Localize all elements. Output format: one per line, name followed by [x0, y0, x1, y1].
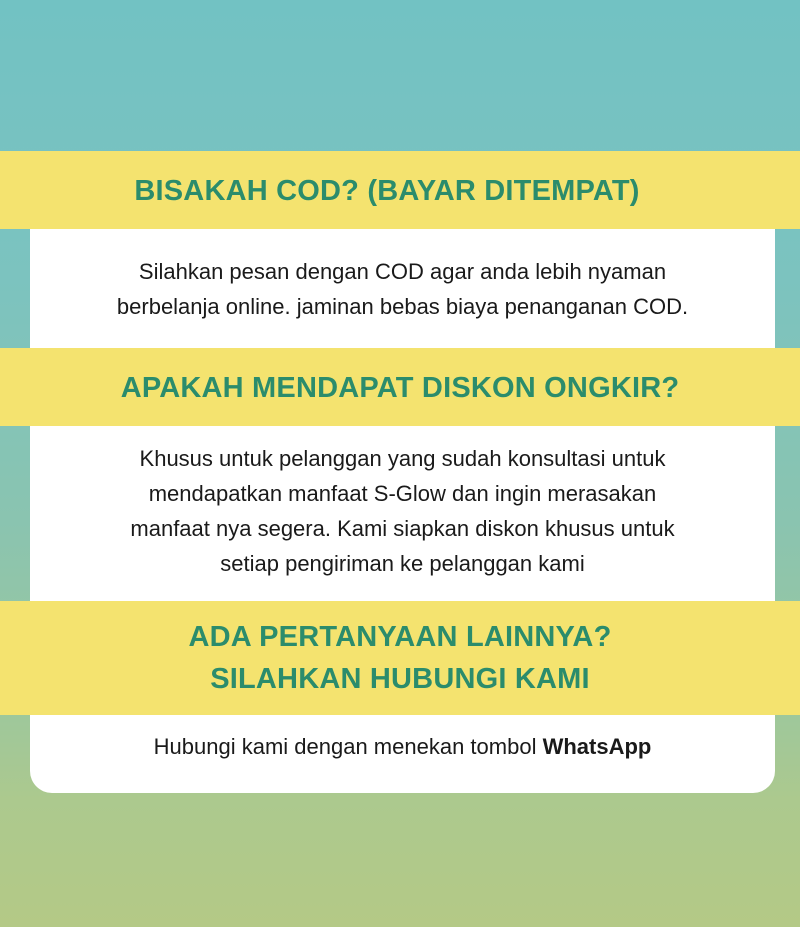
faq-answer-line: setiap pengiriman ke pelanggan kami	[220, 551, 585, 576]
faq-question-band-shipping	[0, 348, 800, 426]
whatsapp-label: WhatsApp	[542, 734, 652, 759]
faq-question-shipping: APAKAH MENDAPAT DISKON ONGKIR?	[120, 371, 680, 404]
contact-answer-text: Hubungi kami dengan menekan tombol	[153, 734, 543, 759]
faq-question-cod: BISAKAH COD? (BAYAR DITEMPAT)	[134, 174, 640, 207]
faq-question-band-cod	[0, 151, 800, 229]
faq-answer-line: manfaat nya segera. Kami siapkan diskon khusus untuk	[130, 516, 675, 541]
contact-question-line: ADA PERTANYAAN LAINNYA?	[188, 621, 612, 653]
faq-answer-line: mendapatkan manfaat S-Glow dan ingin merasakan	[148, 481, 657, 506]
faq-answer-shipping	[30, 441, 775, 581]
contact-question-line: SILAHKAN HUBUNGI KAMI	[210, 663, 590, 695]
faq-answer-cod	[30, 254, 775, 324]
contact-answer	[30, 729, 775, 764]
contact-question-band	[0, 601, 800, 715]
faq-answer-line: berbelanja online. jaminan bebas biaya penanganan COD.	[116, 294, 689, 319]
faq-answer-line: Khusus untuk pelanggan yang sudah konsultasi untuk	[139, 446, 666, 471]
faq-answer-line: Silahkan pesan dengan COD agar anda lebih nyaman	[138, 259, 667, 284]
